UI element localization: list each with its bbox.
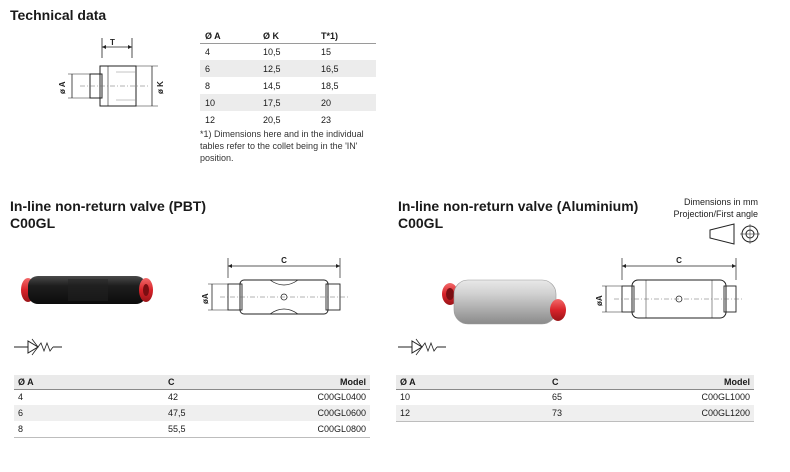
pbt-valve-table <box>14 375 370 438</box>
alu-valve-photo <box>436 272 572 334</box>
first-angle-projection-icon <box>706 222 762 246</box>
table-row <box>396 389 754 405</box>
table-row <box>200 77 376 94</box>
table-cell: 47,5 <box>164 405 294 421</box>
table-cell: 10,5 <box>263 46 281 57</box>
table-cell: 6 <box>200 60 258 77</box>
k-dimension-label: ø K <box>156 81 165 94</box>
table-cell: 20,5 <box>263 114 281 125</box>
table-cell: 8 <box>205 80 211 91</box>
table-cell: 10 <box>400 392 411 403</box>
table-row <box>200 60 376 77</box>
c-dimension-label: C <box>281 256 287 265</box>
pbt-valve-code: C00GL <box>10 215 56 231</box>
table-row <box>14 421 370 437</box>
column-header: C <box>548 375 678 389</box>
projection-type: Projection/First angle <box>673 209 758 219</box>
table-cell: 65 <box>552 392 563 403</box>
t-dimension-label: T <box>110 38 115 47</box>
column-header: Ø A <box>14 375 164 389</box>
column-header: Ø A <box>200 30 258 43</box>
table-cell: 4 <box>205 46 211 57</box>
table-cell: C00GL1200 <box>678 405 754 421</box>
alu-valve-title <box>398 198 638 232</box>
table-row <box>200 43 376 60</box>
check-valve-symbol-icon <box>398 337 446 357</box>
table-cell: 4 <box>18 392 24 403</box>
pbt-valve-photo <box>18 262 156 318</box>
a-dimension-label: øA <box>595 295 604 306</box>
table-row <box>14 389 370 405</box>
table-cell: 12,5 <box>258 60 316 77</box>
table-cell: 16,5 <box>316 60 376 77</box>
c-dimension-label: C <box>676 256 682 265</box>
dimensions-unit: Dimensions in mm <box>683 197 758 207</box>
a-dimension-label: øA <box>201 293 210 304</box>
table-cell: C00GL0600 <box>294 405 370 421</box>
table-cell: 23 <box>321 114 332 125</box>
technical-data-title: Technical data <box>10 7 107 23</box>
check-valve-symbol-icon <box>14 337 62 357</box>
a-dimension-label: ø A <box>58 81 67 94</box>
technical-data-table <box>200 30 376 128</box>
table-row <box>200 94 376 111</box>
table-cell: 20 <box>316 94 376 111</box>
table-cell: 12 <box>205 114 216 125</box>
alu-valve-title-text: In-line non-return valve (Aluminium) <box>398 198 639 214</box>
table-row <box>200 111 376 128</box>
table-cell: 17,5 <box>258 94 316 111</box>
table-cell: C00GL0800 <box>294 421 370 437</box>
table-row <box>14 405 370 421</box>
pbt-valve-drawing <box>200 252 350 330</box>
column-header: C <box>164 375 294 389</box>
column-header: Ø K <box>258 30 316 43</box>
table-cell: 6 <box>14 405 164 421</box>
table-cell: 15 <box>321 46 332 57</box>
table-row <box>396 405 754 421</box>
column-header: Model <box>678 375 754 389</box>
fitting-cross-section-drawing <box>50 34 175 124</box>
alu-valve-code: C00GL <box>398 215 444 231</box>
table-cell: 14,5 <box>263 80 281 91</box>
table-cell: 10 <box>200 94 258 111</box>
table-cell: 73 <box>548 405 678 421</box>
table-cell: C00GL1000 <box>701 392 750 403</box>
table-cell: C00GL0400 <box>317 392 366 403</box>
alu-valve-table <box>396 375 754 422</box>
column-header: T*1) <box>316 30 376 43</box>
table-cell: 12 <box>396 405 548 421</box>
table-cell: 55,5 <box>164 421 294 437</box>
alu-valve-drawing <box>596 252 746 332</box>
pbt-valve-title-text: In-line non-return valve (PBT) <box>10 198 207 214</box>
pbt-valve-title <box>10 198 206 232</box>
footnote: *1) Dimensions here and in the individual tables refer to the collet being in the 'IN' position. <box>200 129 364 163</box>
dimensions-note <box>640 196 758 220</box>
column-header: Ø A <box>396 375 548 389</box>
table-cell: 18,5 <box>321 80 339 91</box>
column-header: Model <box>294 375 370 389</box>
table-cell: 8 <box>14 421 164 437</box>
table-cell: 42 <box>168 392 179 403</box>
